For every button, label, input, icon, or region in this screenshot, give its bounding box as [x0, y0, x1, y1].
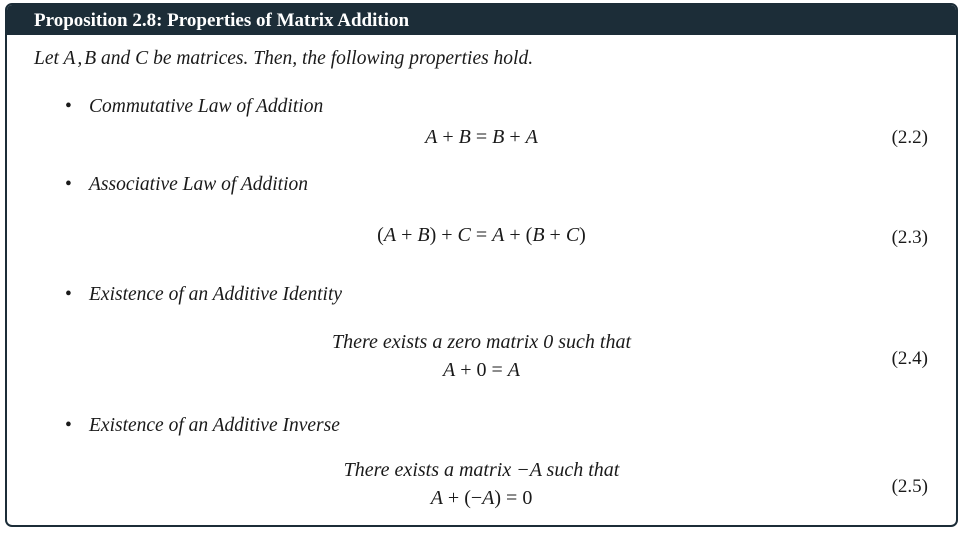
equation: A + (−A) = 0 — [430, 487, 533, 509]
item-label: Existence of an Additive Identity — [89, 284, 343, 305]
bullet-icon: • — [65, 415, 72, 436]
equation-number: (2.2) — [891, 127, 928, 148]
var-b: B — [84, 48, 97, 69]
bullet-icon: • — [65, 174, 72, 195]
proposition-box — [5, 3, 958, 527]
item-label: Commutative Law of Addition — [89, 96, 324, 117]
proposition-title: Proposition 2.8: Properties of Matrix Addition — [34, 10, 410, 31]
equation: A + 0 = A — [443, 359, 520, 381]
var-c: C — [135, 48, 149, 69]
equation-number: (2.5) — [891, 476, 928, 497]
equation-text: There exists a matrix −A such that — [343, 459, 620, 481]
equation: (A + B) + C = A + (B + C) — [377, 224, 586, 246]
equation-text: There exists a zero matrix 0 such that — [331, 331, 632, 353]
intro-and: and — [101, 48, 131, 69]
equation-number: (2.3) — [891, 227, 928, 248]
intro-text: Let A , B and C be matrices. Then, the following properties hold. — [34, 48, 534, 69]
item-label: Existence of an Additive Inverse — [89, 415, 340, 436]
proposition-header — [7, 5, 956, 35]
var-a: A — [63, 48, 76, 69]
intro-lead: Let — [34, 48, 59, 69]
bullet-icon: • — [65, 284, 72, 305]
equation-number: (2.4) — [891, 348, 928, 369]
intro-rest: be matrices. Then, the following properties hold. — [153, 48, 534, 69]
equation: A + B = B + A — [425, 126, 538, 148]
bullet-icon: • — [65, 96, 72, 117]
item-label: Associative Law of Addition — [89, 174, 309, 195]
